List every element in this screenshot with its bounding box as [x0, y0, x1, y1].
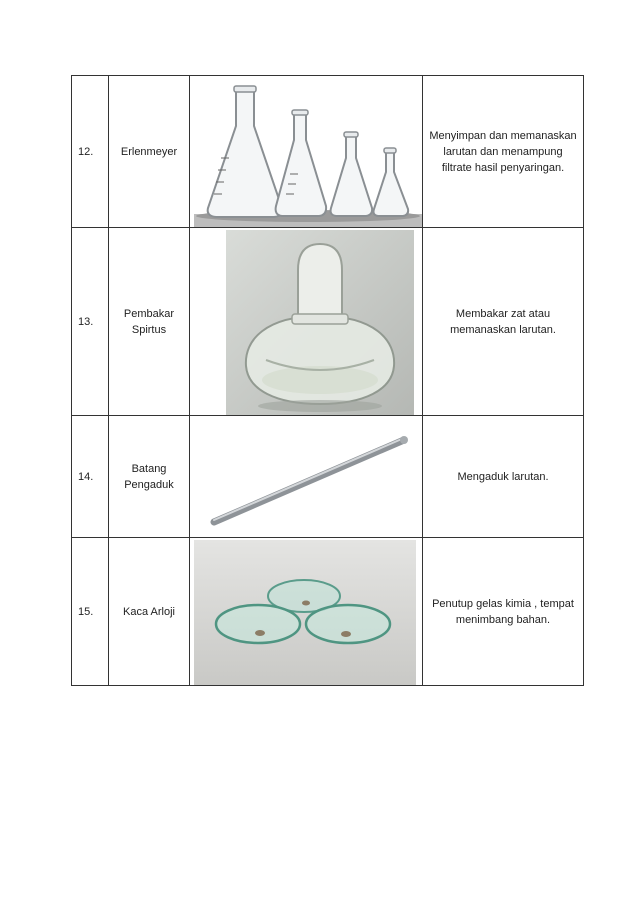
row-number: 14.: [72, 416, 109, 538]
table-row: [72, 76, 584, 228]
row-number: 12.: [72, 76, 109, 228]
equipment-function: Menyimpan dan memanaskan larutan dan menampung filtrate hasil penyaringan.: [423, 76, 584, 228]
equipment-name: Batang Pengaduk: [109, 416, 190, 538]
spirit-burner-photo: [226, 230, 414, 415]
stirring-rod-photo: [194, 418, 422, 537]
erlenmeyer-flasks-photo: [194, 78, 422, 227]
row-number: 15.: [72, 538, 109, 686]
equipment-image-cell: [190, 416, 423, 538]
equipment-name: Erlenmeyer: [109, 76, 190, 228]
equipment-name: Pembakar Spirtus: [109, 228, 190, 416]
watch-glass-photo: [194, 540, 416, 685]
equipment-image-cell: [190, 538, 423, 686]
equipment-name: Kaca Arloji: [109, 538, 190, 686]
table-row: [72, 538, 584, 686]
equipment-function: Mengaduk larutan.: [423, 416, 584, 538]
equipment-image-cell: [190, 228, 423, 416]
equipment-table: [71, 75, 584, 686]
equipment-function: Membakar zat atau memanaskan larutan.: [423, 228, 584, 416]
table-row: [72, 228, 584, 416]
equipment-function: Penutup gelas kimia , tempat menimbang bahan.: [423, 538, 584, 686]
table-row: [72, 416, 584, 538]
equipment-image-cell: [190, 76, 423, 228]
row-number: 13.: [72, 228, 109, 416]
